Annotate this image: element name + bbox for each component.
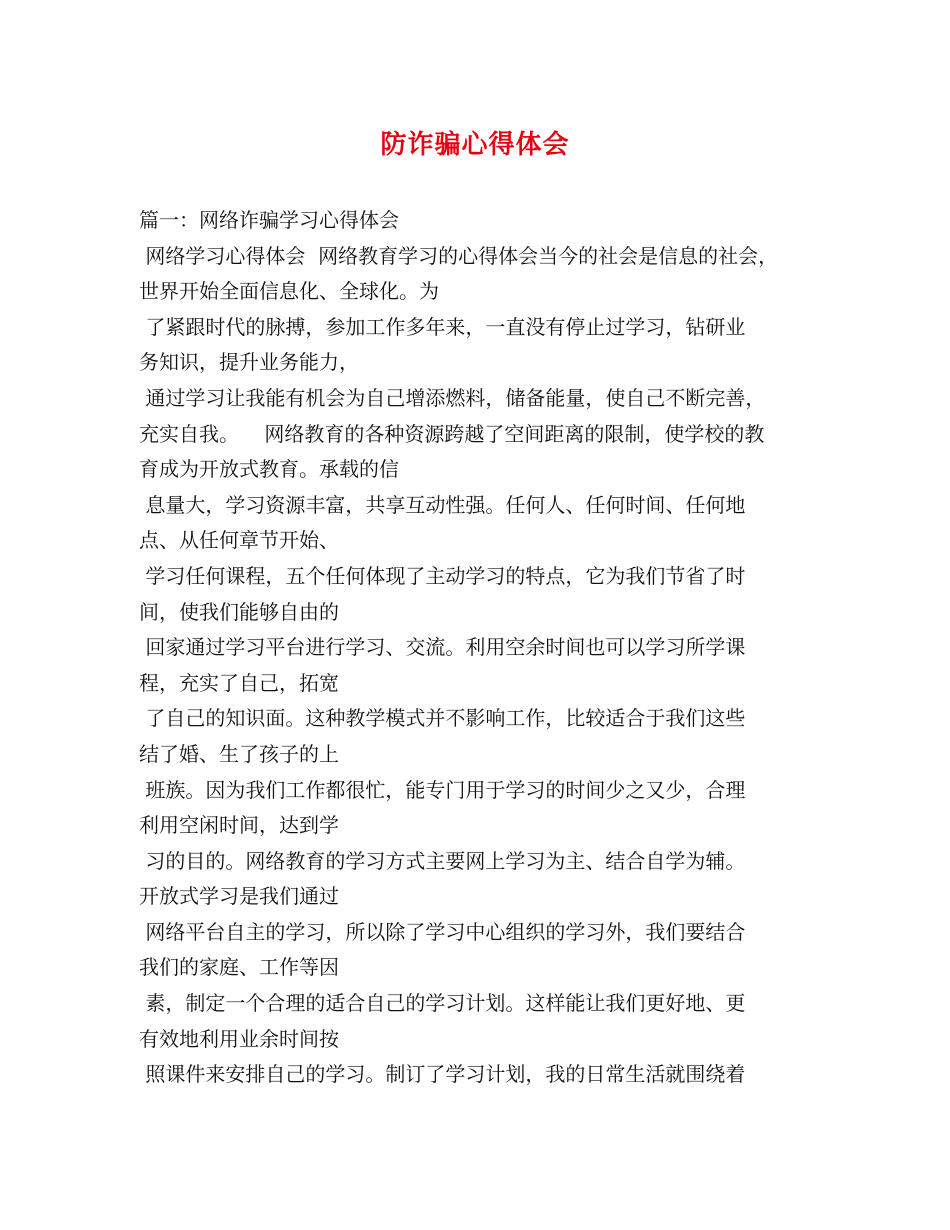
body-text-line: 照课件来安排自己的学习。制订了学习计划，我的日常生活就围绕着 — [139, 1062, 746, 1087]
body-text-line: 充实自我。 网络教育的各种资源跨越了空间距离的限制，使学校的教 — [139, 421, 765, 446]
body-text-line: 素，制定一个合理的适合自己的学习计划。这样能让我们更好地、更 — [139, 991, 746, 1016]
body-text-line: 开放式学习是我们通过 — [139, 884, 339, 909]
body-text-line: 息量大，学习资源丰富，共享互动性强。任何人、任何时间、任何地 — [139, 492, 746, 517]
body-text-line: 程，充实了自己，拓宽 — [139, 670, 339, 695]
document-title: 防诈骗心得体会 — [380, 130, 570, 160]
body-text-line: 结了婚、生了孩子的上 — [139, 741, 339, 766]
body-text-line: 务知识，提升业务能力， — [139, 350, 359, 375]
body-text-line: 了紧跟时代的脉搏，参加工作多年来，一直没有停止过学习，钻研业 — [139, 314, 746, 339]
body-text-line: 网络学习心得体会 网络教育学习的心得体会当今的社会是信息的社会， — [139, 243, 779, 268]
body-text-line: 世界开始全面信息化、全球化。为 — [139, 279, 439, 304]
body-text-line: 网络平台自主的学习，所以除了学习中心组织的学习外，我们要结合 — [139, 919, 746, 944]
body-text-line: 篇一：网络诈骗学习心得体会 — [139, 208, 399, 232]
body-text-line: 我们的家庭、工作等因 — [139, 955, 339, 980]
body-text-line: 习的目的。网络教育的学习方式主要网上学习为主、结合自学为辅。 — [139, 848, 746, 873]
document-body — [139, 203, 819, 1093]
body-text-line: 通过学习让我能有机会为自己增添燃料，储备能量，使自己不断完善， — [139, 385, 766, 410]
body-text-line: 间，使我们能够自由的 — [139, 599, 339, 624]
body-text-line: 点、从任何章节开始、 — [139, 528, 339, 553]
body-text-line: 了自己的知识面。这种教学模式并不影响工作，比较适合于我们这些 — [139, 706, 746, 731]
body-text-line: 回家通过学习平台进行学习、交流。利用空余时间也可以学习所学课 — [139, 635, 746, 660]
body-text-line: 利用空闲时间，达到学 — [139, 813, 339, 838]
body-text-line: 有效地利用业余时间按 — [139, 1026, 339, 1051]
body-text-line: 育成为开放式教育。承载的信 — [139, 457, 399, 482]
body-text-line: 学习任何课程，五个任何体现了主动学习的特点，它为我们节省了时 — [139, 563, 746, 588]
body-text-line: 班族。因为我们工作都很忙，能专门用于学习的时间少之又少，合理 — [139, 777, 746, 802]
